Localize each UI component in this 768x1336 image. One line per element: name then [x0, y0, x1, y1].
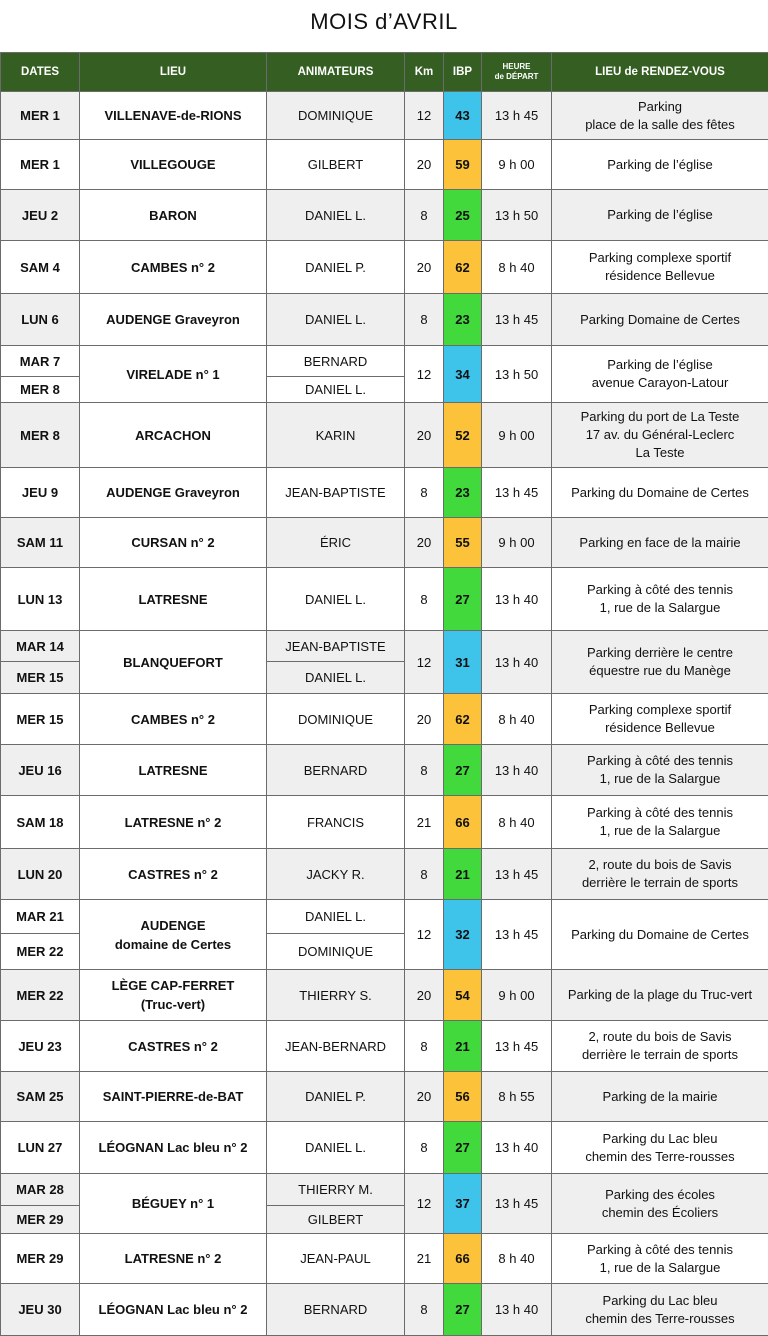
- header-lieu: LIEU: [80, 53, 267, 92]
- km-cell: 21: [405, 796, 444, 849]
- date-cell: MAR 21: [1, 900, 80, 934]
- heure-cell: 8 h 55: [482, 1072, 552, 1122]
- animateur-cell: DANIEL L.: [267, 294, 405, 346]
- rdv-cell: [552, 1122, 768, 1174]
- animateur-cell: DOMINIQUE: [267, 934, 405, 970]
- text-line: Parking du Domaine de Certes: [571, 485, 749, 500]
- ibp-cell: 27: [444, 745, 482, 796]
- text-line: chemin des Écoliers: [602, 1205, 718, 1220]
- heure-cell: 13 h 40: [482, 568, 552, 631]
- text-line: CAMBES n° 2: [131, 260, 215, 275]
- heure-cell: 13 h 40: [482, 1122, 552, 1174]
- ibp-cell: 54: [444, 970, 482, 1021]
- animateur-cell: JEAN-BERNARD: [267, 1021, 405, 1072]
- rdv-cell: [552, 849, 768, 900]
- km-cell: 8: [405, 1122, 444, 1174]
- text-line: LATRESNE n° 2: [125, 815, 222, 830]
- lieu-cell: [80, 294, 267, 346]
- rdv-cell: [552, 403, 768, 468]
- animateur-cell: THIERRY M.: [267, 1174, 405, 1206]
- date-cell: MER 1: [1, 92, 80, 140]
- ibp-cell: 62: [444, 694, 482, 745]
- date-cell: JEU 16: [1, 745, 80, 796]
- text-line: CASTRES n° 2: [128, 1039, 218, 1054]
- header-rdv: LIEU de RENDEZ-VOUS: [552, 53, 768, 92]
- text-line: résidence Bellevue: [605, 720, 715, 735]
- rdv-cell: [552, 518, 768, 568]
- date-cell: MER 22: [1, 934, 80, 970]
- text-line: LÉOGNAN Lac bleu n° 2: [99, 1140, 248, 1155]
- date-cell: MER 29: [1, 1234, 80, 1284]
- date-cell: MAR 7: [1, 346, 80, 377]
- heure-cell: 8 h 40: [482, 694, 552, 745]
- rdv-cell: [552, 631, 768, 694]
- schedule-body: [1, 92, 768, 1336]
- heure-cell: 9 h 00: [482, 970, 552, 1021]
- heure-cell: 13 h 50: [482, 346, 552, 403]
- text-line: Parking complexe sportif: [589, 250, 731, 265]
- table-row: [1, 796, 768, 849]
- animateur-cell: ÉRIC: [267, 518, 405, 568]
- ibp-cell: 23: [444, 468, 482, 518]
- table-row: [1, 1234, 768, 1284]
- text-line: Parking de la mairie: [603, 1089, 718, 1104]
- lieu-cell: [80, 900, 267, 970]
- km-cell: 8: [405, 294, 444, 346]
- ibp-cell: 66: [444, 1234, 482, 1284]
- text-line: Parking du port de La Teste: [581, 409, 740, 424]
- text-line: (Truc-vert): [141, 997, 205, 1012]
- km-cell: 20: [405, 403, 444, 468]
- text-line: LATRESNE n° 2: [125, 1251, 222, 1266]
- header-row: [1, 53, 768, 92]
- date-cell: SAM 11: [1, 518, 80, 568]
- text-line: BARON: [149, 208, 197, 223]
- date-cell: SAM 25: [1, 1072, 80, 1122]
- rdv-cell: [552, 241, 768, 294]
- rdv-cell: [552, 970, 768, 1021]
- km-cell: 21: [405, 1234, 444, 1284]
- text-line: place de la salle des fêtes: [585, 117, 735, 132]
- text-line: 2, route du bois de Savis: [588, 1029, 731, 1044]
- heure-cell: 13 h 45: [482, 92, 552, 140]
- animateur-cell: DOMINIQUE: [267, 92, 405, 140]
- rdv-cell: [552, 140, 768, 190]
- ibp-cell: 27: [444, 1284, 482, 1336]
- rdv-cell: [552, 568, 768, 631]
- date-cell: LUN 13: [1, 568, 80, 631]
- animateur-cell: JEAN-BAPTISTE: [267, 468, 405, 518]
- ibp-cell: 62: [444, 241, 482, 294]
- table-row: [1, 1072, 768, 1122]
- km-cell: 8: [405, 1021, 444, 1072]
- date-cell: SAM 18: [1, 796, 80, 849]
- text-line: Parking à côté des tennis: [587, 753, 733, 768]
- text-line: avenue Carayon-Latour: [592, 375, 729, 390]
- text-line: SAINT-PIERRE-de-BAT: [103, 1089, 244, 1104]
- animateur-cell: DANIEL L.: [267, 568, 405, 631]
- animateur-cell: DANIEL L.: [267, 190, 405, 241]
- table-row: [1, 294, 768, 346]
- date-cell: LUN 6: [1, 294, 80, 346]
- heure-cell: 13 h 45: [482, 1174, 552, 1234]
- date-cell: JEU 23: [1, 1021, 80, 1072]
- table-row: [1, 568, 768, 631]
- table-row: [1, 694, 768, 745]
- animateur-cell: FRANCIS: [267, 796, 405, 849]
- text-line: BLANQUEFORT: [123, 655, 223, 670]
- km-cell: 20: [405, 140, 444, 190]
- animateur-cell: BERNARD: [267, 745, 405, 796]
- km-cell: 12: [405, 900, 444, 970]
- table-row: [1, 1284, 768, 1336]
- heure-cell: 9 h 00: [482, 403, 552, 468]
- text-line: CAMBES n° 2: [131, 712, 215, 727]
- date-cell: MAR 14: [1, 631, 80, 662]
- lieu-cell: [80, 970, 267, 1021]
- date-cell: MAR 28: [1, 1174, 80, 1206]
- km-cell: 8: [405, 1284, 444, 1336]
- date-cell: JEU 30: [1, 1284, 80, 1336]
- ibp-cell: 37: [444, 1174, 482, 1234]
- animateur-cell: DANIEL L.: [267, 900, 405, 934]
- km-cell: 8: [405, 745, 444, 796]
- heure-cell: 13 h 40: [482, 631, 552, 694]
- heure-cell: 13 h 45: [482, 1021, 552, 1072]
- text-line: Parking de l’église: [607, 207, 713, 222]
- table-row: [1, 900, 768, 934]
- rdv-cell: [552, 1072, 768, 1122]
- rdv-cell: [552, 346, 768, 403]
- date-cell: MER 1: [1, 140, 80, 190]
- ibp-cell: 21: [444, 1021, 482, 1072]
- text-line: Parking Domaine de Certes: [580, 312, 740, 327]
- km-cell: 12: [405, 1174, 444, 1234]
- text-line: LÉOGNAN Lac bleu n° 2: [99, 1302, 248, 1317]
- lieu-cell: [80, 518, 267, 568]
- heure-cell: 13 h 40: [482, 1284, 552, 1336]
- table-row: [1, 403, 768, 468]
- animateur-cell: BERNARD: [267, 1284, 405, 1336]
- date-cell: MER 22: [1, 970, 80, 1021]
- animateur-cell: JACKY R.: [267, 849, 405, 900]
- lieu-cell: [80, 694, 267, 745]
- date-cell: MER 29: [1, 1206, 80, 1234]
- text-line: résidence Bellevue: [605, 268, 715, 283]
- rdv-cell: [552, 294, 768, 346]
- table-row: [1, 1174, 768, 1206]
- text-line: Parking complexe sportif: [589, 702, 731, 717]
- km-cell: 12: [405, 346, 444, 403]
- text-line: Parking à côté des tennis: [587, 1242, 733, 1257]
- text-line: équestre rue du Manège: [589, 663, 731, 678]
- animateur-cell: GILBERT: [267, 140, 405, 190]
- lieu-cell: [80, 1122, 267, 1174]
- heure-cell: 8 h 40: [482, 1234, 552, 1284]
- text-line: AUDENGE: [140, 918, 205, 933]
- heure-cell: 8 h 40: [482, 241, 552, 294]
- lieu-cell: [80, 745, 267, 796]
- text-line: ARCACHON: [135, 428, 211, 443]
- animateur-cell: JEAN-BAPTISTE: [267, 631, 405, 662]
- header-animateurs: ANIMATEURS: [267, 53, 405, 92]
- km-cell: 20: [405, 1072, 444, 1122]
- text-line: Parking à côté des tennis: [587, 582, 733, 597]
- table-row: [1, 346, 768, 377]
- text-line: CASTRES n° 2: [128, 867, 218, 882]
- lieu-cell: [80, 140, 267, 190]
- animateur-cell: DOMINIQUE: [267, 694, 405, 745]
- animateur-cell: DANIEL L.: [267, 377, 405, 403]
- text-line: 1, rue de la Salargue: [600, 1260, 721, 1275]
- lieu-cell: [80, 796, 267, 849]
- km-cell: 12: [405, 631, 444, 694]
- date-cell: MER 15: [1, 662, 80, 694]
- heure-cell: 8 h 40: [482, 796, 552, 849]
- date-cell: MER 15: [1, 694, 80, 745]
- header-heure: [482, 53, 552, 92]
- heure-cell: 13 h 45: [482, 849, 552, 900]
- rdv-cell: [552, 900, 768, 970]
- text-line: Parking de l’église: [607, 157, 713, 172]
- lieu-cell: [80, 568, 267, 631]
- date-cell: MER 8: [1, 377, 80, 403]
- lieu-cell: [80, 346, 267, 403]
- text-line: AUDENGE Graveyron: [106, 312, 240, 327]
- lieu-cell: [80, 92, 267, 140]
- text-line: CURSAN n° 2: [131, 535, 214, 550]
- rdv-cell: [552, 745, 768, 796]
- ibp-cell: 21: [444, 849, 482, 900]
- heure-cell: 9 h 00: [482, 518, 552, 568]
- header-dates: DATES: [1, 53, 80, 92]
- table-row: [1, 631, 768, 662]
- header-ibp: IBP: [444, 53, 482, 92]
- lieu-cell: [80, 1284, 267, 1336]
- date-cell: JEU 9: [1, 468, 80, 518]
- lieu-cell: [80, 631, 267, 694]
- header-heure-line1: HEURE: [484, 62, 549, 72]
- text-line: chemin des Terre-rousses: [585, 1311, 734, 1326]
- text-line: 1, rue de la Salargue: [600, 600, 721, 615]
- text-line: Parking du Lac bleu: [603, 1293, 718, 1308]
- text-line: Parking en face de la mairie: [579, 535, 740, 550]
- animateur-cell: KARIN: [267, 403, 405, 468]
- heure-cell: 13 h 45: [482, 468, 552, 518]
- text-line: domaine de Certes: [115, 937, 231, 952]
- text-line: 17 av. du Général-Leclerc: [586, 427, 735, 442]
- lieu-cell: [80, 468, 267, 518]
- text-line: Parking des écoles: [605, 1187, 715, 1202]
- km-cell: 20: [405, 970, 444, 1021]
- ibp-cell: 27: [444, 568, 482, 631]
- rdv-cell: [552, 1284, 768, 1336]
- km-cell: 20: [405, 694, 444, 745]
- lieu-cell: [80, 190, 267, 241]
- text-line: derrière le terrain de sports: [582, 1047, 738, 1062]
- date-cell: SAM 4: [1, 241, 80, 294]
- table-row: [1, 745, 768, 796]
- lieu-cell: [80, 241, 267, 294]
- header-heure-line2: de DÉPART: [484, 72, 549, 82]
- text-line: Parking à côté des tennis: [587, 805, 733, 820]
- text-line: Parking du Lac bleu: [603, 1131, 718, 1146]
- heure-cell: 13 h 45: [482, 900, 552, 970]
- text-line: BÉGUEY n° 1: [132, 1196, 214, 1211]
- text-line: Parking: [638, 99, 682, 114]
- km-cell: 8: [405, 468, 444, 518]
- text-line: derrière le terrain de sports: [582, 875, 738, 890]
- rdv-cell: [552, 468, 768, 518]
- text-line: 1, rue de la Salargue: [600, 823, 721, 838]
- lieu-cell: [80, 1174, 267, 1234]
- text-line: Parking du Domaine de Certes: [571, 927, 749, 942]
- animateur-cell: DANIEL L.: [267, 662, 405, 694]
- rdv-cell: [552, 1174, 768, 1234]
- ibp-cell: 25: [444, 190, 482, 241]
- schedule-table: [0, 52, 768, 1336]
- table-row: [1, 1021, 768, 1072]
- km-cell: 20: [405, 518, 444, 568]
- ibp-cell: 52: [444, 403, 482, 468]
- animateur-cell: BERNARD: [267, 346, 405, 377]
- km-cell: 8: [405, 849, 444, 900]
- rdv-cell: [552, 92, 768, 140]
- ibp-cell: 56: [444, 1072, 482, 1122]
- table-row: [1, 518, 768, 568]
- heure-cell: 13 h 50: [482, 190, 552, 241]
- text-line: 2, route du bois de Savis: [588, 857, 731, 872]
- heure-cell: 9 h 00: [482, 140, 552, 190]
- rdv-cell: [552, 1021, 768, 1072]
- lieu-cell: [80, 403, 267, 468]
- text-line: chemin des Terre-rousses: [585, 1149, 734, 1164]
- text-line: Parking derrière le centre: [587, 645, 733, 660]
- text-line: VIRELADE n° 1: [126, 367, 219, 382]
- ibp-cell: 34: [444, 346, 482, 403]
- table-row: [1, 92, 768, 140]
- text-line: La Teste: [636, 445, 685, 460]
- animateur-cell: THIERRY S.: [267, 970, 405, 1021]
- ibp-cell: 55: [444, 518, 482, 568]
- table-row: [1, 849, 768, 900]
- text-line: LÈGE CAP-FERRET: [112, 978, 235, 993]
- rdv-cell: [552, 796, 768, 849]
- animateur-cell: DANIEL P.: [267, 1072, 405, 1122]
- date-cell: LUN 20: [1, 849, 80, 900]
- animateur-cell: JEAN-PAUL: [267, 1234, 405, 1284]
- km-cell: 12: [405, 92, 444, 140]
- animateur-cell: GILBERT: [267, 1206, 405, 1234]
- rdv-cell: [552, 190, 768, 241]
- ibp-cell: 59: [444, 140, 482, 190]
- header-km: Km: [405, 53, 444, 92]
- table-row: [1, 241, 768, 294]
- date-cell: LUN 27: [1, 1122, 80, 1174]
- table-row: [1, 140, 768, 190]
- ibp-cell: 32: [444, 900, 482, 970]
- ibp-cell: 66: [444, 796, 482, 849]
- km-cell: 8: [405, 568, 444, 631]
- page-title: MOIS d’AVRIL: [0, 0, 768, 52]
- ibp-cell: 23: [444, 294, 482, 346]
- ibp-cell: 27: [444, 1122, 482, 1174]
- lieu-cell: [80, 1072, 267, 1122]
- km-cell: 20: [405, 241, 444, 294]
- rdv-cell: [552, 1234, 768, 1284]
- text-line: Parking de l’église: [607, 357, 713, 372]
- text-line: Parking de la plage du Truc-vert: [568, 987, 752, 1002]
- lieu-cell: [80, 1234, 267, 1284]
- text-line: 1, rue de la Salargue: [600, 771, 721, 786]
- animateur-cell: DANIEL L.: [267, 1122, 405, 1174]
- ibp-cell: 43: [444, 92, 482, 140]
- date-cell: MER 8: [1, 403, 80, 468]
- rdv-cell: [552, 694, 768, 745]
- ibp-cell: 31: [444, 631, 482, 694]
- text-line: LATRESNE: [138, 763, 207, 778]
- lieu-cell: [80, 1021, 267, 1072]
- text-line: AUDENGE Graveyron: [106, 485, 240, 500]
- table-row: [1, 1122, 768, 1174]
- text-line: LATRESNE: [138, 592, 207, 607]
- animateur-cell: DANIEL P.: [267, 241, 405, 294]
- date-cell: JEU 2: [1, 190, 80, 241]
- table-row: [1, 190, 768, 241]
- text-line: VILLENAVE-de-RIONS: [105, 108, 242, 123]
- table-row: [1, 468, 768, 518]
- lieu-cell: [80, 849, 267, 900]
- km-cell: 8: [405, 190, 444, 241]
- text-line: VILLEGOUGE: [130, 157, 215, 172]
- heure-cell: 13 h 45: [482, 294, 552, 346]
- table-row: [1, 970, 768, 1021]
- heure-cell: 13 h 40: [482, 745, 552, 796]
